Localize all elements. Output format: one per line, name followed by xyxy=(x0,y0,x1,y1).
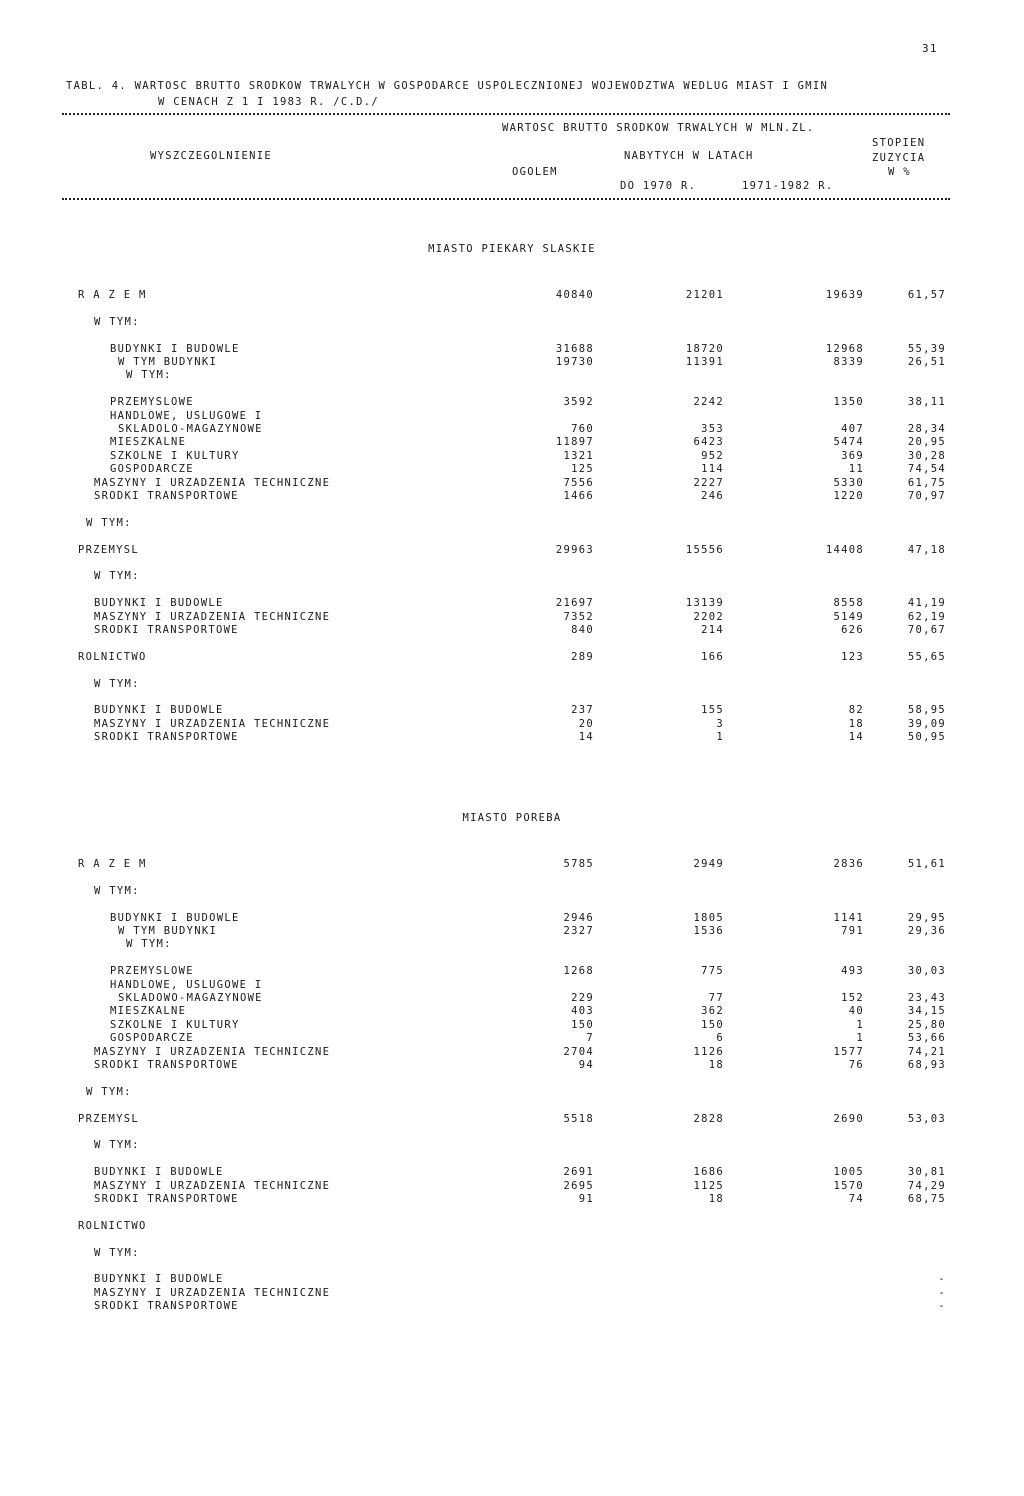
cell-to1970: 246 xyxy=(701,490,724,502)
cell-y71_82: 791 xyxy=(841,925,864,937)
cell-y71_82: 14 xyxy=(848,731,864,744)
cell-y71_82: 1220 xyxy=(833,490,864,502)
cell-y71_82: 1350 xyxy=(833,396,864,409)
cell-y71_82: 8558 xyxy=(833,597,864,610)
cell-wear: 74,21 xyxy=(907,1045,946,1058)
row-label: BUDYNKI I BUDOWLE xyxy=(94,704,224,717)
cell-y71_82: 11 xyxy=(848,463,864,476)
row-label: SRODKI TRANSPORTOWE xyxy=(94,1193,239,1205)
row-label: MASZYNY I URZADZENIA TECHNICZNE xyxy=(94,717,331,730)
row-label: PRZEMYSL xyxy=(78,543,139,556)
cell-to1970: 1126 xyxy=(693,1045,724,1058)
wear-header-2: ZUZYCIA xyxy=(872,152,926,164)
cell-y71_82: 123 xyxy=(841,650,864,663)
row-label: SRODKI TRANSPORTOWE xyxy=(94,731,239,744)
cell-to1970: 362 xyxy=(701,1005,724,1018)
cell-total: 14 xyxy=(578,731,594,744)
value-group-header: WARTOSC BRUTTO SRODKOW TRWALYCH W MLN.ZL. xyxy=(502,122,815,134)
row-label: W TYM: xyxy=(94,315,140,328)
cell-y71_82: 626 xyxy=(841,624,864,636)
cell-y71_82: 40 xyxy=(848,1005,864,1018)
cell-to1970: 1125 xyxy=(693,1179,724,1192)
table-row xyxy=(0,477,1024,491)
table-row xyxy=(0,858,1024,872)
table-row xyxy=(0,1273,1024,1287)
cell-to1970: 2949 xyxy=(693,858,724,870)
cell-y71_82: 1005 xyxy=(833,1166,864,1179)
cell-wear: 61,57 xyxy=(907,289,946,301)
cell-wear: 51,61 xyxy=(907,858,946,870)
row-label: W TYM: xyxy=(94,1246,140,1259)
cell-y71_82: 1 xyxy=(856,1018,864,1031)
cell-total: 2946 xyxy=(563,911,594,924)
cell-to1970: 353 xyxy=(701,423,724,435)
cell-wear: 68,93 xyxy=(907,1059,946,1071)
cell-to1970: 1 xyxy=(716,731,724,744)
cell-total: 40840 xyxy=(555,289,594,301)
table-row xyxy=(0,316,1024,330)
row-label: R A Z E M xyxy=(78,858,147,870)
cell-y71_82: 5330 xyxy=(833,476,864,489)
cell-total: 2327 xyxy=(563,925,594,937)
cell-total: 237 xyxy=(571,704,594,717)
cell-wear: 34,15 xyxy=(907,1005,946,1018)
section-title: MIASTO POREBA xyxy=(462,812,562,824)
row-label: MASZYNY I URZADZENIA TECHNICZNE xyxy=(94,476,331,489)
cell-wear: 30,28 xyxy=(907,449,946,462)
cell-wear: 23,43 xyxy=(907,992,946,1004)
row-label: GOSPODARCZE xyxy=(110,1032,194,1045)
cell-to1970: 214 xyxy=(701,624,724,636)
table-row xyxy=(0,1046,1024,1060)
row-label: BUDYNKI I BUDOWLE xyxy=(94,1166,224,1179)
cell-wear: 62,19 xyxy=(907,610,946,623)
row-label: SRODKI TRANSPORTOWE xyxy=(94,490,239,502)
to1970-header: DO 1970 R. xyxy=(620,180,697,192)
row-label: SKLADOLO-MAGAZYNOWE xyxy=(118,423,263,435)
row-label: MASZYNY I URZADZENIA TECHNICZNE xyxy=(94,1179,331,1192)
cell-wear: 74,29 xyxy=(907,1179,946,1192)
table-row xyxy=(0,1005,1024,1019)
cell-to1970: 6423 xyxy=(693,436,724,449)
cell-to1970: 114 xyxy=(701,463,724,476)
table-row xyxy=(0,423,1024,437)
cell-total: 125 xyxy=(571,463,594,476)
table-row xyxy=(0,1300,1024,1314)
row-label: SRODKI TRANSPORTOWE xyxy=(94,624,239,636)
table-row xyxy=(0,544,1024,558)
table-row xyxy=(0,718,1024,732)
cell-total: 2695 xyxy=(563,1179,594,1192)
cell-wear: 53,66 xyxy=(907,1032,946,1045)
cell-to1970: 166 xyxy=(701,650,724,663)
cell-total: 150 xyxy=(571,1018,594,1031)
row-label: SZKOLNE I KULTURY xyxy=(110,1018,240,1031)
acquired-header: NABYTYCH W LATACH xyxy=(624,150,754,162)
cell-wear: 29,95 xyxy=(907,911,946,924)
cell-wear: 26,51 xyxy=(907,356,946,368)
cell-wear: - xyxy=(938,1273,946,1286)
table-row xyxy=(0,1086,1024,1100)
table-row xyxy=(0,1019,1024,1033)
row-label: HANDLOWE, USLUGOWE I xyxy=(110,409,263,422)
cell-total: 7 xyxy=(586,1032,594,1045)
cell-total: 229 xyxy=(571,992,594,1004)
cell-y71_82: 5149 xyxy=(833,610,864,623)
cell-y71_82: 1 xyxy=(856,1032,864,1045)
cell-to1970: 2242 xyxy=(693,396,724,409)
cell-wear: 74,54 xyxy=(907,463,946,476)
cell-wear: 47,18 xyxy=(907,543,946,556)
cell-to1970: 1536 xyxy=(693,925,724,937)
table-row xyxy=(0,979,1024,993)
cell-y71_82: 493 xyxy=(841,965,864,978)
cell-wear: 38,11 xyxy=(907,396,946,409)
table-row xyxy=(0,704,1024,718)
cell-y71_82: 2690 xyxy=(833,1112,864,1125)
cell-y71_82: 19639 xyxy=(825,289,864,301)
cell-y71_82: 5474 xyxy=(833,436,864,449)
row-label: PRZEMYSLOWE xyxy=(110,396,194,409)
row-label: ROLNICTWO xyxy=(78,1219,147,1232)
table-row xyxy=(0,678,1024,692)
table-row xyxy=(0,450,1024,464)
table-row xyxy=(0,1139,1024,1153)
header-bottom-rule xyxy=(62,198,950,200)
table-row xyxy=(0,912,1024,926)
table-row xyxy=(0,369,1024,383)
cell-to1970: 15556 xyxy=(685,543,724,556)
row-label: W TYM: xyxy=(94,677,140,690)
cell-total: 7556 xyxy=(563,476,594,489)
row-label: ROLNICTWO xyxy=(78,650,147,663)
cell-wear: 50,95 xyxy=(907,731,946,744)
total-header: OGOLEM xyxy=(512,166,558,178)
row-label: PRZEMYSL xyxy=(78,1112,139,1125)
cell-y71_82: 152 xyxy=(841,992,864,1004)
cell-wear: 55,65 xyxy=(907,650,946,663)
row-label: SRODKI TRANSPORTOWE xyxy=(94,1059,239,1071)
cell-y71_82: 407 xyxy=(841,423,864,435)
row-label: R A Z E M xyxy=(78,289,147,301)
row-label: GOSPODARCZE xyxy=(110,463,194,476)
table-row xyxy=(0,289,1024,303)
cell-wear: 70,97 xyxy=(907,490,946,502)
cell-to1970: 18720 xyxy=(685,342,724,355)
cell-y71_82: 74 xyxy=(848,1193,864,1205)
row-label: HANDLOWE, USLUGOWE I xyxy=(110,978,263,991)
table-row xyxy=(0,1247,1024,1261)
cell-y71_82: 1141 xyxy=(833,911,864,924)
table-row xyxy=(0,938,1024,952)
cell-y71_82: 18 xyxy=(848,717,864,730)
cell-to1970: 2227 xyxy=(693,476,724,489)
cell-y71_82: 82 xyxy=(848,704,864,717)
cell-total: 11897 xyxy=(555,436,594,449)
row-label: W TYM: xyxy=(126,369,172,382)
cell-total: 3592 xyxy=(563,396,594,409)
table-row xyxy=(0,517,1024,531)
row-label: BUDYNKI I BUDOWLE xyxy=(94,597,224,610)
cell-to1970: 21201 xyxy=(685,289,724,301)
row-label: W TYM: xyxy=(126,938,172,951)
row-label: W TYM: xyxy=(86,516,132,529)
cell-wear: - xyxy=(938,1300,946,1313)
row-label: W TYM: xyxy=(94,1139,140,1152)
table-row xyxy=(0,1059,1024,1073)
cell-wear: 68,75 xyxy=(907,1193,946,1205)
table-row xyxy=(0,1287,1024,1301)
page-number: 31 xyxy=(922,42,938,55)
cell-total: 289 xyxy=(571,650,594,663)
cell-wear: 25,80 xyxy=(907,1018,946,1031)
row-label: W TYM: xyxy=(94,570,140,583)
cell-wear: 30,81 xyxy=(907,1166,946,1179)
cell-wear: 28,34 xyxy=(907,423,946,435)
row-label: MASZYNY I URZADZENIA TECHNICZNE xyxy=(94,610,331,623)
table-subtitle: W CENACH Z 1 I 1983 R. /C.D./ xyxy=(158,96,380,108)
table-row xyxy=(0,992,1024,1006)
cell-to1970: 2828 xyxy=(693,1112,724,1125)
cell-to1970: 77 xyxy=(708,992,724,1004)
table-row xyxy=(0,356,1024,370)
top-rule xyxy=(62,113,950,115)
cell-to1970: 150 xyxy=(701,1018,724,1031)
row-label: W TYM BUDYNKI xyxy=(118,925,218,937)
cell-total: 29963 xyxy=(555,543,594,556)
table-row xyxy=(0,343,1024,357)
wear-header-3: W % xyxy=(888,166,911,178)
cell-total: 20 xyxy=(578,717,594,730)
cell-wear: 55,39 xyxy=(907,342,946,355)
cell-to1970: 13139 xyxy=(685,597,724,610)
row-label: W TYM BUDYNKI xyxy=(118,356,218,368)
table-row xyxy=(0,396,1024,410)
table-row xyxy=(0,1166,1024,1180)
cell-to1970: 18 xyxy=(708,1059,724,1071)
table-row xyxy=(0,885,1024,899)
cell-total: 760 xyxy=(571,423,594,435)
row-label: W TYM: xyxy=(86,1085,132,1098)
cell-to1970: 1686 xyxy=(693,1166,724,1179)
cell-to1970: 155 xyxy=(701,704,724,717)
cell-total: 2704 xyxy=(563,1045,594,1058)
table-row xyxy=(0,651,1024,665)
table-row xyxy=(0,410,1024,424)
cell-wear: 61,75 xyxy=(907,476,946,489)
cell-total: 5785 xyxy=(563,858,594,870)
cell-wear: 29,36 xyxy=(907,925,946,937)
cell-total: 403 xyxy=(571,1005,594,1018)
cell-wear: 30,03 xyxy=(907,965,946,978)
cell-y71_82: 12968 xyxy=(825,342,864,355)
cell-to1970: 775 xyxy=(701,965,724,978)
cell-to1970: 18 xyxy=(708,1193,724,1205)
cell-total: 19730 xyxy=(555,356,594,368)
cell-total: 5518 xyxy=(563,1112,594,1125)
cell-total: 1268 xyxy=(563,965,594,978)
table-title: TABL. 4. WARTOSC BRUTTO SRODKOW TRWALYCH W GOSPODARCE USPOLECZNIONEJ WOJEWODZTWA WEDLUG MIAST I GMIN xyxy=(66,80,829,92)
row-label: MASZYNY I URZADZENIA TECHNICZNE xyxy=(94,1286,331,1299)
table-row xyxy=(0,490,1024,504)
cell-to1970: 1805 xyxy=(693,911,724,924)
cell-y71_82: 8339 xyxy=(833,356,864,368)
table-row xyxy=(0,436,1024,450)
row-label: BUDYNKI I BUDOWLE xyxy=(110,342,240,355)
cell-wear: 58,95 xyxy=(907,704,946,717)
cell-y71_82: 2836 xyxy=(833,858,864,870)
cell-wear: 70,67 xyxy=(907,624,946,636)
cell-to1970: 2202 xyxy=(693,610,724,623)
table-row xyxy=(0,1220,1024,1234)
cell-to1970: 11391 xyxy=(685,356,724,368)
table-row xyxy=(0,463,1024,477)
cell-total: 91 xyxy=(578,1193,594,1205)
table-row xyxy=(0,1193,1024,1207)
table-row xyxy=(0,731,1024,745)
table-row xyxy=(0,1113,1024,1127)
cell-total: 840 xyxy=(571,624,594,636)
cell-y71_82: 76 xyxy=(848,1059,864,1071)
cell-total: 1321 xyxy=(563,449,594,462)
row-label: BUDYNKI I BUDOWLE xyxy=(94,1273,224,1286)
row-label: BUDYNKI I BUDOWLE xyxy=(110,911,240,924)
row-label: SRODKI TRANSPORTOWE xyxy=(94,1300,239,1313)
row-label: SZKOLNE I KULTURY xyxy=(110,449,240,462)
table-row xyxy=(0,965,1024,979)
cell-total: 1466 xyxy=(563,490,594,502)
cell-total: 7352 xyxy=(563,610,594,623)
cell-wear: 53,03 xyxy=(907,1112,946,1125)
column-label-header: WYSZCZEGOLNIENIE xyxy=(150,150,272,162)
cell-y71_82: 1570 xyxy=(833,1179,864,1192)
cell-to1970: 6 xyxy=(716,1032,724,1045)
table-row xyxy=(0,597,1024,611)
cell-wear: - xyxy=(938,1286,946,1299)
row-label: PRZEMYSLOWE xyxy=(110,965,194,978)
table-row xyxy=(0,925,1024,939)
row-label: MIESZKALNE xyxy=(110,436,187,449)
table-row xyxy=(0,611,1024,625)
row-label: MIESZKALNE xyxy=(110,1005,187,1018)
cell-total: 21697 xyxy=(555,597,594,610)
cell-to1970: 952 xyxy=(701,449,724,462)
table-row xyxy=(0,1180,1024,1194)
table-row xyxy=(0,624,1024,638)
row-label: MASZYNY I URZADZENIA TECHNICZNE xyxy=(94,1045,331,1058)
cell-wear: 39,09 xyxy=(907,717,946,730)
row-label: SKLADOWO-MAGAZYNOWE xyxy=(118,992,263,1004)
row-label: W TYM: xyxy=(94,884,140,897)
cell-total: 31688 xyxy=(555,342,594,355)
cell-total: 2691 xyxy=(563,1166,594,1179)
cell-y71_82: 14408 xyxy=(825,543,864,556)
table-row xyxy=(0,1032,1024,1046)
table-row xyxy=(0,570,1024,584)
cell-total: 94 xyxy=(578,1059,594,1071)
cell-wear: 41,19 xyxy=(907,597,946,610)
cell-y71_82: 1577 xyxy=(833,1045,864,1058)
y1971-1982-header: 1971-1982 R. xyxy=(742,180,834,192)
wear-header-1: STOPIEN xyxy=(872,137,926,149)
cell-y71_82: 369 xyxy=(841,449,864,462)
section-title: MIASTO PIEKARY SLASKIE xyxy=(428,243,596,255)
cell-wear: 20,95 xyxy=(907,436,946,449)
cell-to1970: 3 xyxy=(716,717,724,730)
